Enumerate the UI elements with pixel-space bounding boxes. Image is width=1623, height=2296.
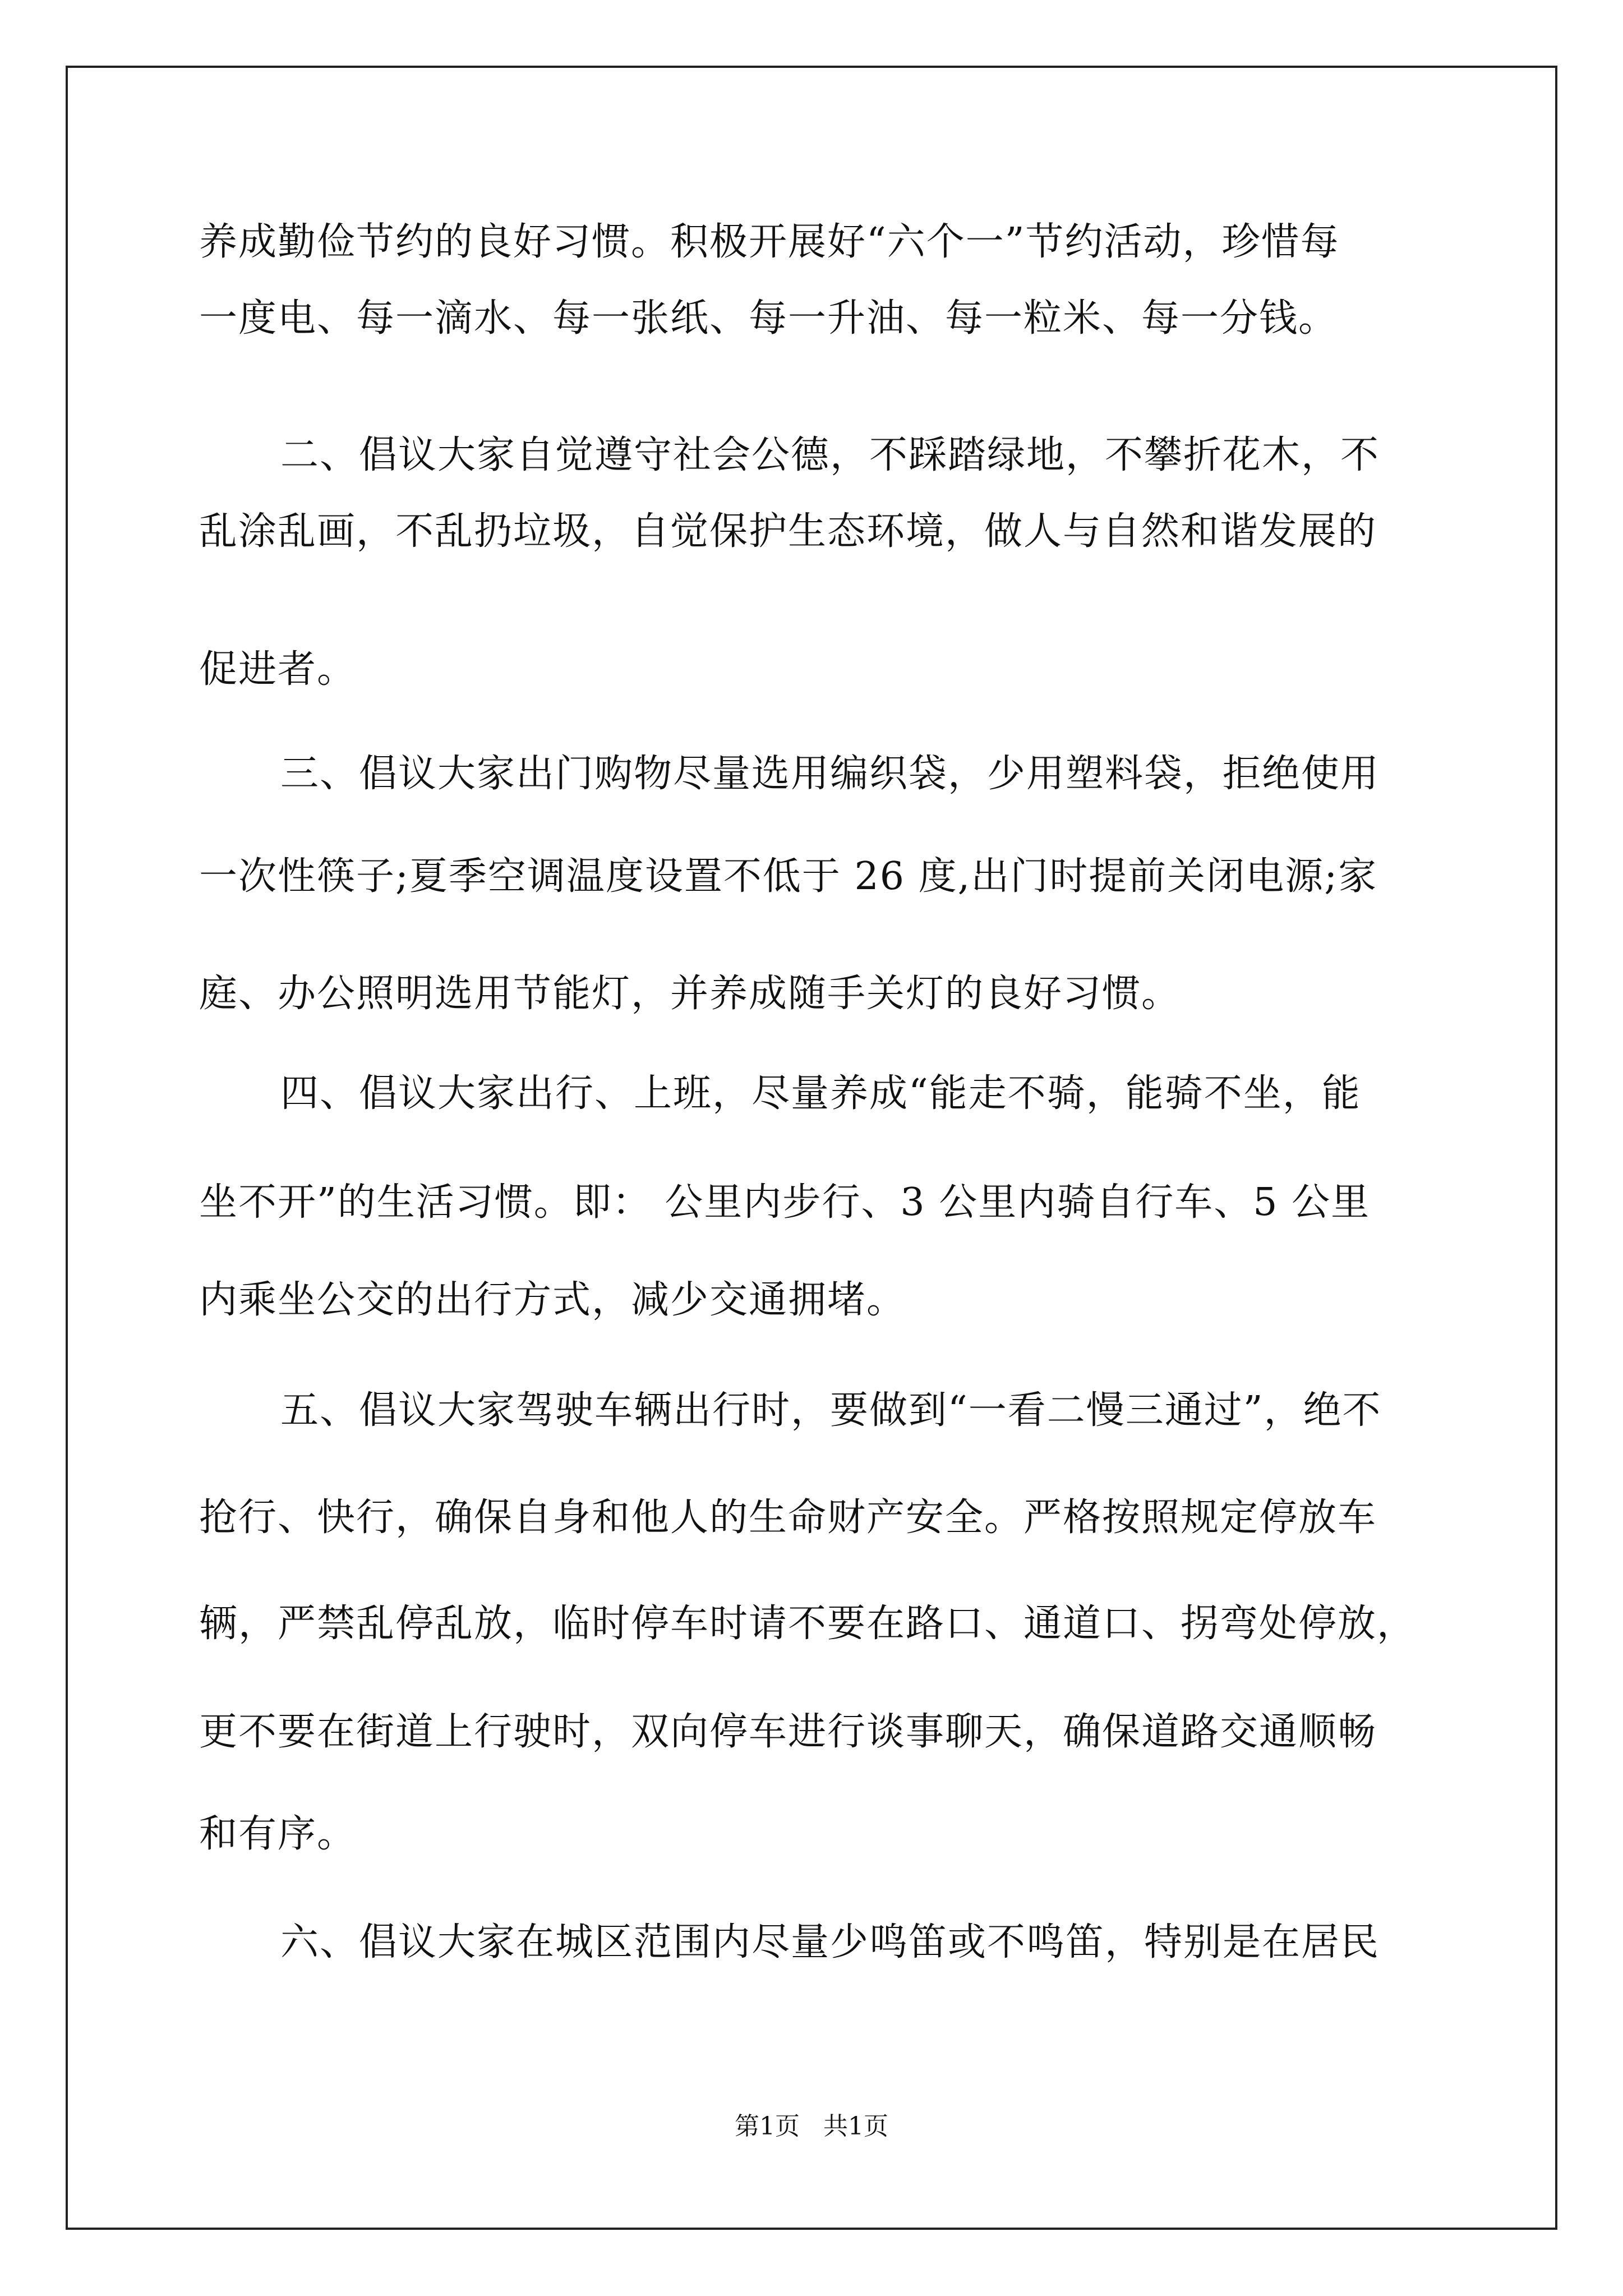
paragraph-4-line-2: 坐不开”的生活习惯。即： 公里内步行、3 公里内骑自行车、5 公里: [199, 1180, 1371, 1225]
paragraph-6-line-1: 六、倡议大家在城区范围内尽量少鸣笛或不鸣笛，特别是在居民: [280, 1920, 1380, 1964]
paragraph-3-line-2: 一次性筷子;夏季空调温度设置不低于 26 度,出门时提前关闭电源;家: [199, 854, 1378, 899]
paragraph-4-line-3: 内乘坐公交的出行方式，减少交通拥堵。: [199, 1278, 906, 1322]
paragraph-5-line-5: 和有序。: [199, 1812, 357, 1856]
paragraph-2-line-2: 乱涂乱画，不乱扔垃圾，自觉保护生态环境，做人与自然和谐发展的: [199, 509, 1377, 554]
paragraph-2-line-3: 促进者。: [199, 647, 357, 692]
paragraph-3-line-1: 三、倡议大家出门购物尽量选用编织袋，少用塑料袋，拒绝使用: [280, 752, 1380, 796]
body-text-line-2: 一度电、每一滴水、每一张纸、每一升油、每一粒米、每一分钱。: [199, 296, 1338, 341]
paragraph-5-line-2: 抢行、快行，确保自身和他人的生命财产安全。严格按照规定停放车: [199, 1496, 1377, 1540]
paragraph-3-line-3: 庭、办公照明选用节能灯，并养成随手关灯的良好习惯。: [199, 972, 1181, 1016]
paragraph-5-line-4: 更不要在街道上行驶时，双向停车进行谈事聊天，确保道路交通顺畅: [199, 1710, 1377, 1754]
paragraph-4-line-1: 四、倡议大家出行、上班，尽量养成“能走不骑，能骑不坐，能: [280, 1071, 1361, 1116]
body-text-line-1: 养成勤俭节约的良好习惯。积极开展好“六个一”节约活动，珍惜每: [199, 220, 1340, 264]
paragraph-2-line-1: 二、倡议大家自觉遵守社会公德，不踩踏绿地，不攀折花木，不: [280, 433, 1380, 477]
paragraph-5-line-1: 五、倡议大家驾驶车辆出行时，要做到“一看二慢三通过”，绝不: [280, 1388, 1382, 1433]
page-border: [66, 66, 1557, 2230]
paragraph-5-line-3: 辆，严禁乱停乱放，临时停车时请不要在路口、通道口、拐弯处停放，: [199, 1602, 1417, 1646]
page-number-footer: 第1页 共1页: [735, 2112, 888, 2141]
